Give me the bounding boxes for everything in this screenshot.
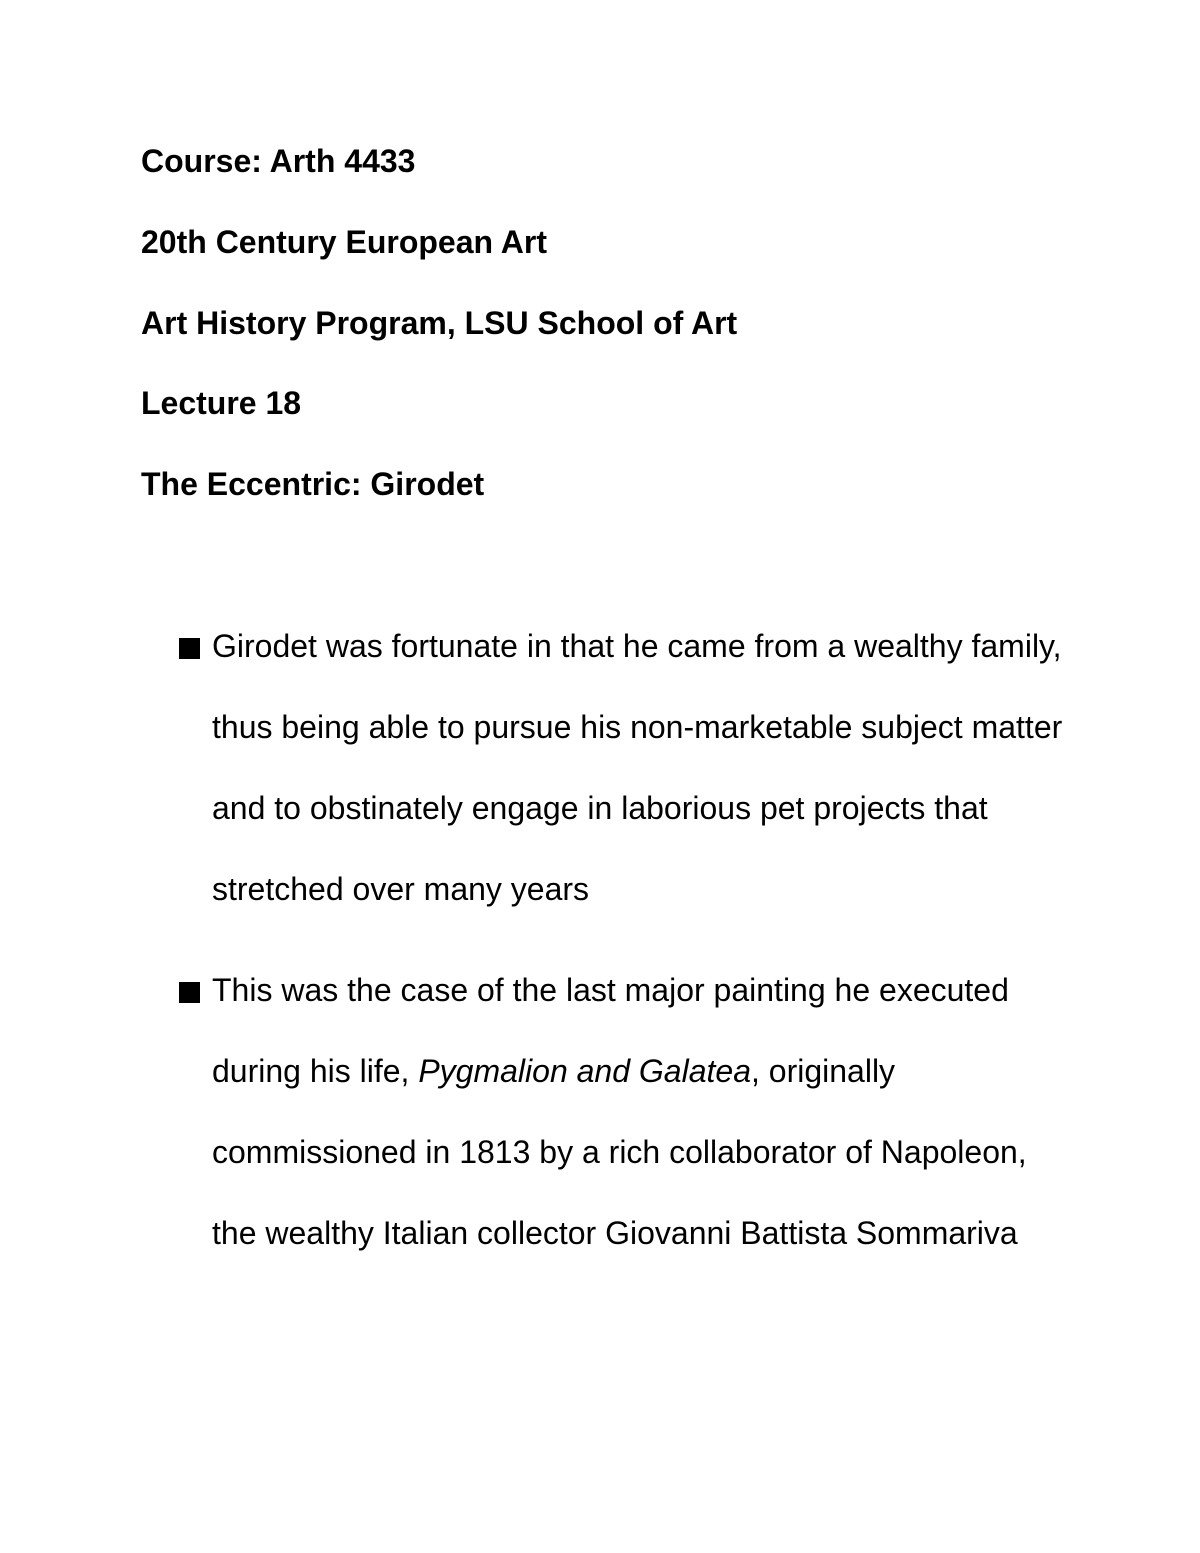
bullet-text	[212, 606, 1072, 930]
bullet-text-before: This was the case of the last major painting he executed during his life,	[212, 972, 1009, 1089]
square-bullet-icon	[179, 638, 200, 659]
bullet-text-body: Girodet was fortunate in that he came from a wealthy family, thus being able to pursue his non-marketable subject matter and to obstinately engage in laborious pet projects that stretched over many years	[212, 628, 1063, 907]
bullet-text	[212, 950, 1072, 1274]
bullet-text-after: , originally commissioned in 1813 by a rich collaborator of Napoleon, the wealthy Italian collector Giovanni Battista Sommariva	[212, 1053, 1027, 1251]
program-heading: Art History Program, LSU School of Art	[141, 305, 738, 341]
course-title-heading: 20th Century European Art	[141, 224, 547, 260]
topic-heading: The Eccentric: Girodet	[141, 466, 485, 502]
course-heading: Course: Arth 4433	[141, 143, 416, 179]
square-bullet-icon	[179, 982, 200, 1003]
painting-title: Pygmalion and Galatea	[418, 1053, 751, 1089]
lecture-heading: Lecture 18	[141, 385, 302, 421]
